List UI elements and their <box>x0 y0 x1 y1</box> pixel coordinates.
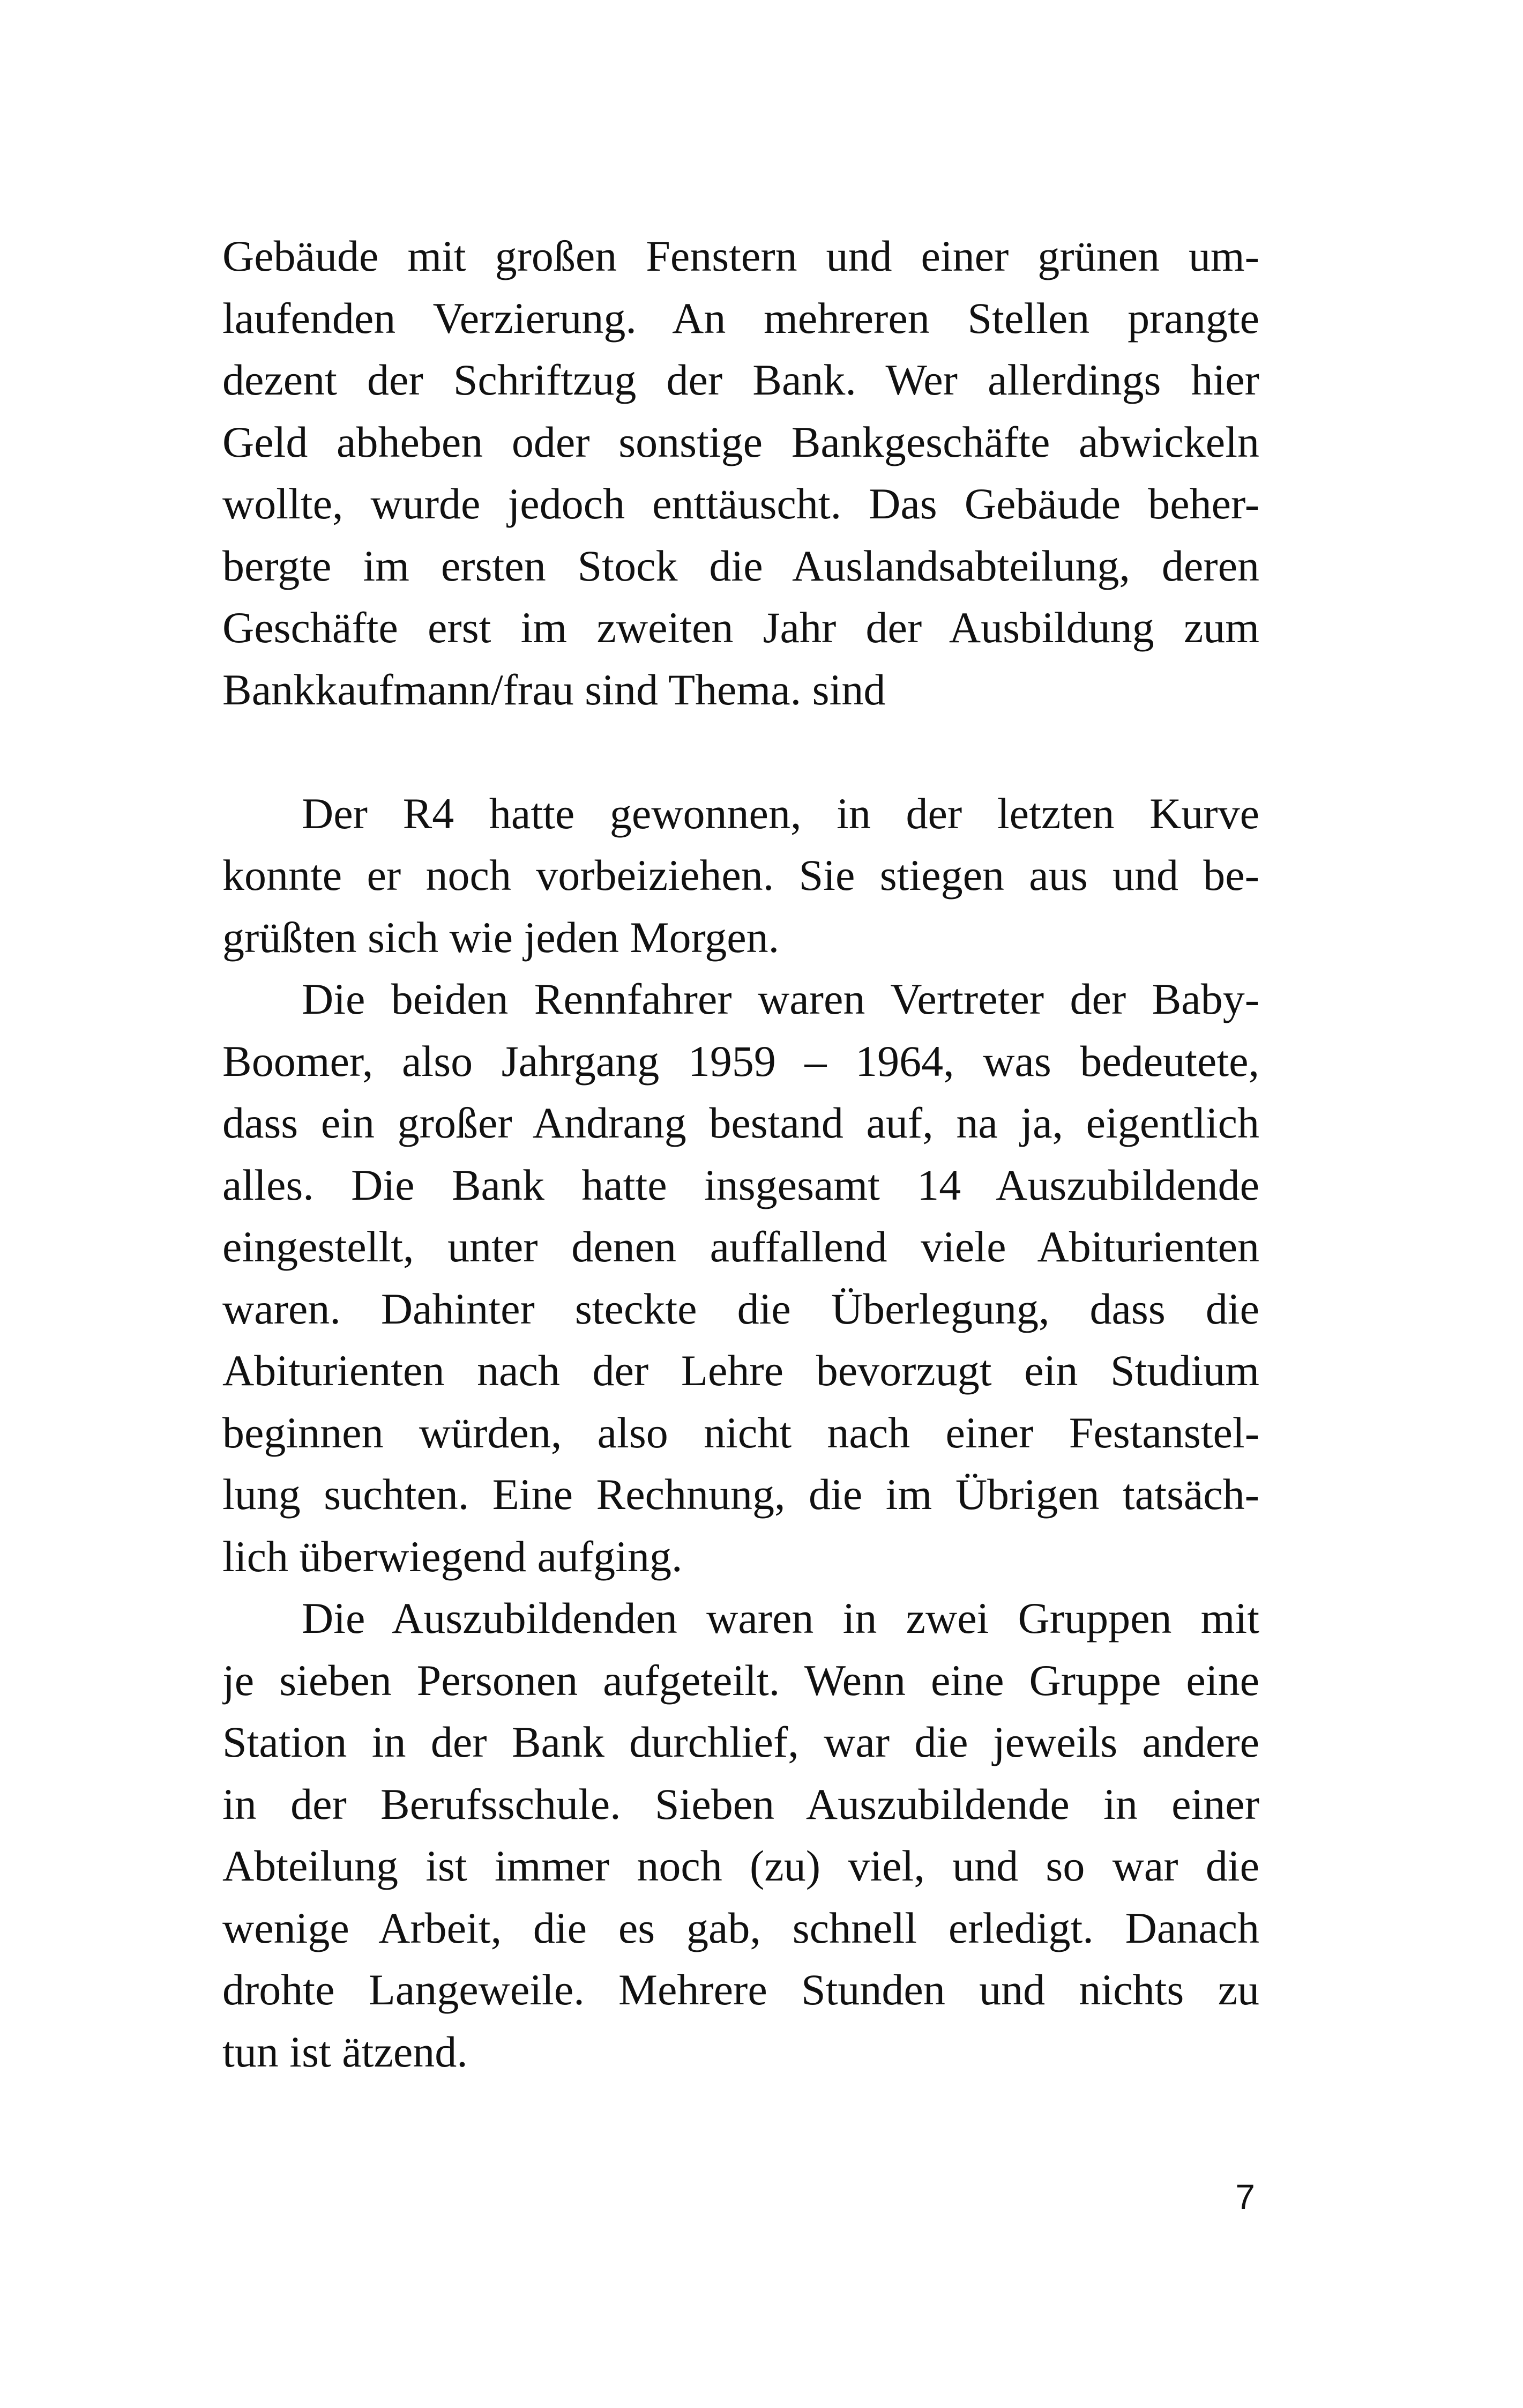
text-line: drohte Langeweile. Mehrere Stunden und nichts zu <box>222 1965 1259 2014</box>
text-line: Der R4 hatte gewonnen, in der letzten Kurve <box>302 789 1259 838</box>
body-text <box>222 225 1259 2083</box>
text-line: Gebäude mit großen Fenstern und einer grünen um- <box>222 232 1259 280</box>
text-line: Die beiden Rennfahrer waren Vertreter der Baby- <box>302 975 1259 1023</box>
text-line: laufenden Verzierung. An mehreren Stellen prangte <box>222 293 1259 343</box>
paragraph-4 <box>222 1587 1259 2083</box>
text-line: dezent der Schriftzug der Bank. Wer allerdings hier <box>222 355 1259 404</box>
text-line: dass ein großer Andrang bestand auf, na ja, eigentlich <box>222 1098 1259 1147</box>
text-line: tun ist ätzend. <box>222 2027 468 2076</box>
text-line: lung suchten. Eine Rechnung, die im Übrigen tatsäch- <box>222 1470 1259 1519</box>
text-line: Abteilung ist immer noch (zu) viel, und so war die <box>222 1841 1259 1890</box>
text-line: Bankkaufmann/frau sind Thema. sind <box>222 665 886 714</box>
text-line: konnte er noch vorbeiziehen. Sie stiegen aus und be- <box>222 851 1259 900</box>
text-line: wollte, wurde jedoch enttäuscht. Das Gebäude beher- <box>222 479 1259 528</box>
text-line: in der Berufsschule. Sieben Auszubildende in einer <box>222 1779 1259 1829</box>
text-line: alles. Die Bank hatte insgesamt 14 Auszubildende <box>222 1160 1259 1209</box>
paragraph-2 <box>222 783 1259 969</box>
text-line: eingestellt, unter denen auffallend viele Abiturienten <box>222 1222 1259 1271</box>
text-line: beginnen würden, also nicht nach einer Festanstel- <box>222 1408 1259 1457</box>
paragraph-spacer <box>222 720 1259 783</box>
text-line: bergte im ersten Stock die Auslandsabteilung, deren <box>222 541 1259 590</box>
text-line: Boomer, also Jahrgang 1959 – 1964, was bedeutete, <box>222 1036 1259 1086</box>
text-line: Station in der Bank durchlief, war die jeweils andere <box>222 1718 1259 1766</box>
text-line: lich überwiegend aufging. <box>222 1532 683 1581</box>
text-line: wenige Arbeit, die es gab, schnell erledigt. Danach <box>222 1903 1259 1952</box>
text-line: Abiturienten nach der Lehre bevorzugt ein Studium <box>222 1346 1259 1395</box>
text-line: Geschäfte erst im zweiten Jahr der Ausbildung zum <box>222 603 1259 652</box>
page-number: 7 <box>1235 2177 1255 2217</box>
paragraph-1 <box>222 225 1259 720</box>
text-line: je sieben Personen aufgeteilt. Wenn eine Gruppe eine <box>222 1655 1259 1705</box>
paragraph-3 <box>222 968 1259 1587</box>
text-line: Die Auszubildenden waren in zwei Gruppen mit <box>302 1594 1259 1643</box>
text-line: Geld abheben oder sonstige Bankgeschäfte abwickeln <box>222 417 1259 466</box>
text-line: grüßten sich wie jeden Morgen. <box>222 912 780 962</box>
text-line: waren. Dahinter steckte die Überlegung, dass die <box>222 1284 1259 1333</box>
